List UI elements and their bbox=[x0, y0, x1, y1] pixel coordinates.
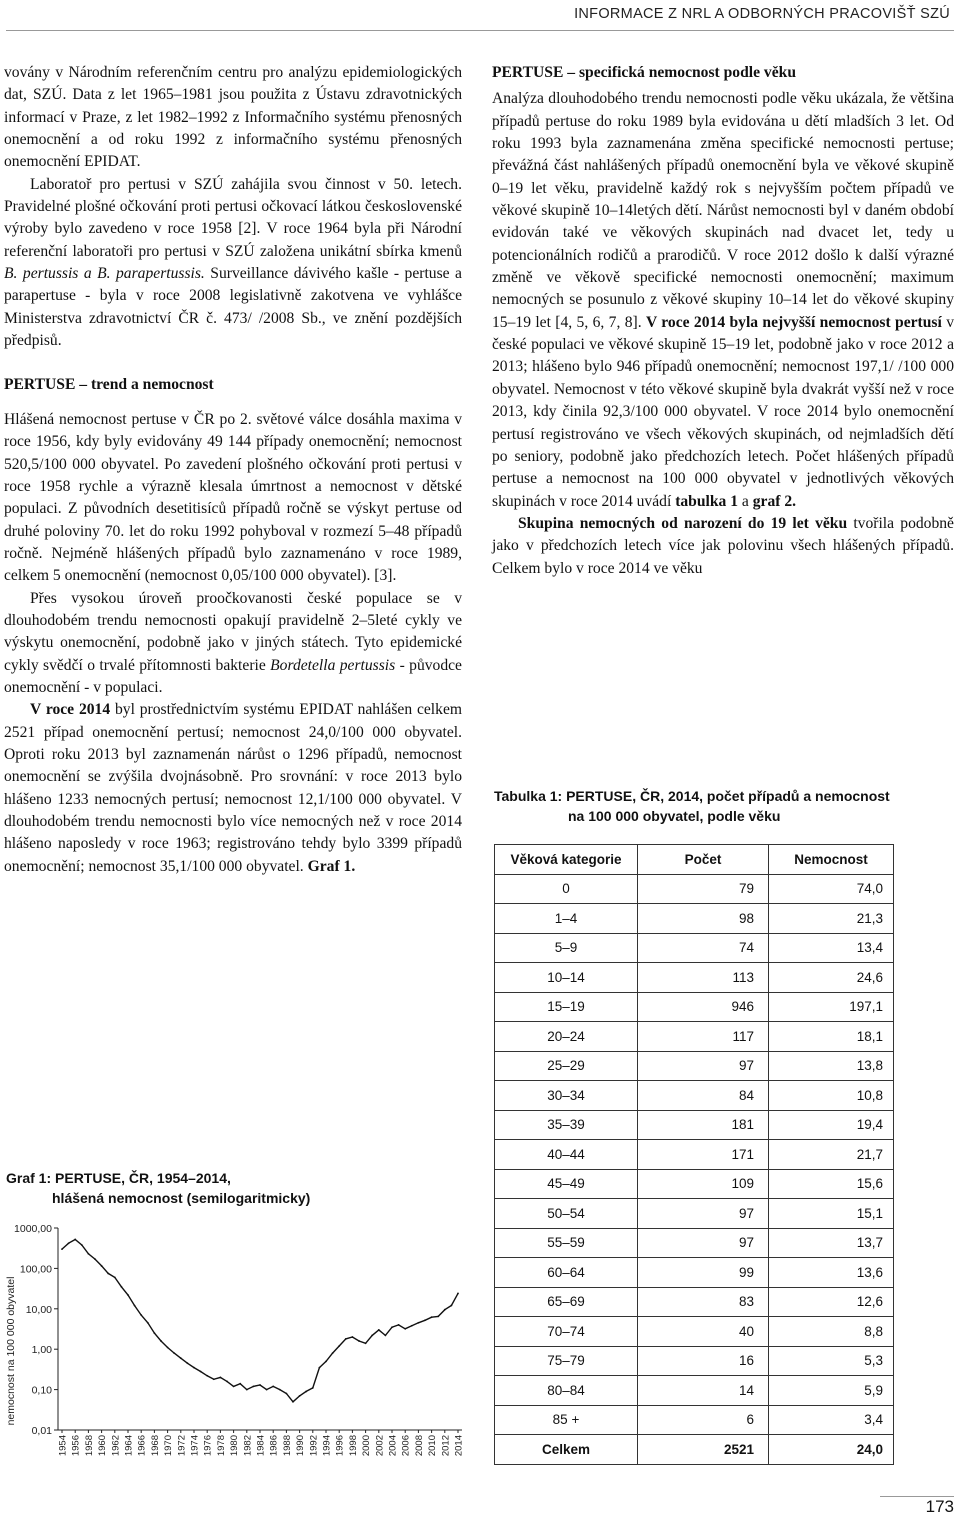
x-tick-label: 1982 bbox=[242, 1435, 254, 1457]
age-cell: 25–29 bbox=[495, 1051, 638, 1081]
data-point bbox=[114, 1276, 116, 1278]
count-cell: 40 bbox=[638, 1317, 769, 1347]
count-cell: 97 bbox=[638, 1199, 769, 1229]
data-point bbox=[81, 1244, 83, 1246]
age-cell: 40–44 bbox=[495, 1140, 638, 1170]
page-number: 173 bbox=[925, 1497, 954, 1516]
data-point bbox=[173, 1352, 175, 1354]
age-cell: 30–34 bbox=[495, 1081, 638, 1111]
table-row bbox=[495, 992, 894, 1022]
count-cell: 84 bbox=[638, 1081, 769, 1111]
age-cell: 20–24 bbox=[495, 1022, 638, 1052]
count-cell: 181 bbox=[638, 1110, 769, 1140]
table-total-row bbox=[495, 1435, 894, 1465]
incidence-table bbox=[494, 844, 894, 1465]
data-point bbox=[299, 1395, 301, 1397]
count-cell: 171 bbox=[638, 1140, 769, 1170]
data-point bbox=[121, 1286, 123, 1288]
running-header: INFORMACE Z NRL A ODBORNÝCH PRACOVIŠŤ SZÚ bbox=[574, 6, 950, 22]
incidence-chart bbox=[0, 1212, 470, 1502]
table-row bbox=[495, 1287, 894, 1317]
y-tick-label: 100,00 bbox=[19, 1263, 52, 1276]
paragraph: vovány v Národním referenčním centru pro analýzu epidemiologických dat, SZÚ. Data z let 1965–1981 jsou použita z Ústavu zdravotnických informací v Praze, z let 1982–1992 z Informačního systému přenosných onemocnění a od roku 1992 z informačního systému přenosných onemocnění EPIDAT. bbox=[4, 64, 462, 171]
data-point bbox=[312, 1387, 314, 1389]
table-row bbox=[495, 1317, 894, 1347]
data-point bbox=[457, 1293, 459, 1295]
count-cell: 98 bbox=[638, 904, 769, 934]
rate-cell: 15,1 bbox=[769, 1199, 894, 1229]
data-point bbox=[385, 1334, 387, 1336]
rate-cell: 24,6 bbox=[769, 963, 894, 993]
table-row bbox=[495, 1051, 894, 1081]
age-cell: 10–14 bbox=[495, 963, 638, 993]
rate-cell: 74,0 bbox=[769, 874, 894, 904]
table-header-row bbox=[495, 845, 894, 875]
x-tick-label: 1994 bbox=[321, 1435, 333, 1457]
x-tick-label: 1956 bbox=[70, 1435, 82, 1457]
table-row bbox=[495, 1140, 894, 1170]
taxon-names: B. pertussis a B. parapertussis. bbox=[4, 265, 205, 283]
y-tick-label: 10,00 bbox=[25, 1303, 52, 1316]
paragraph: V roce 2014 byl prostřednictvím systému EPIDAT nahlášen celkem 2521 případ onemocnění pertusí; nemocnost 24,0/100 000 obyvatel. Oproti roku 2013 byl zaznamenán nárůst o 1296 případů, nemocnost onemocnění se zvýšila dvojnásobně. Pro srovnání: v roce 2013 bylo hlášeno 1233 nemocných pertusí; nemocnost 12,1/100 000 obyvatel. V dlouhodobém trendu nemocnosti bylo více nemocných než v roce 2014 hlášeno naposledy v roce 1963; registrováno tehdy bylo 3399 případů onemocnění; nemocnost 35,1/100 000 obyvatel. Graf 1. bbox=[4, 701, 462, 875]
data-point bbox=[444, 1309, 446, 1311]
data-point bbox=[371, 1334, 373, 1336]
table-row bbox=[495, 904, 894, 934]
age-cell: Celkem bbox=[495, 1435, 638, 1465]
data-point bbox=[398, 1324, 400, 1326]
data-point bbox=[180, 1357, 182, 1359]
count-cell: 74 bbox=[638, 933, 769, 963]
x-tick-label: 1960 bbox=[97, 1435, 109, 1457]
x-tick-label: 2014 bbox=[453, 1435, 465, 1457]
x-tick-label: 1966 bbox=[136, 1435, 148, 1457]
data-point bbox=[226, 1380, 228, 1382]
age-cell: 60–64 bbox=[495, 1258, 638, 1288]
table-row bbox=[495, 1346, 894, 1376]
table-caption: Tabulka 1: PERTUSE, ČR, 2014, počet případů a nemocnost na 100 000 obyvatel, podle věku bbox=[494, 788, 890, 824]
table-row bbox=[495, 963, 894, 993]
table-row bbox=[495, 1199, 894, 1229]
count-cell: 946 bbox=[638, 992, 769, 1022]
rate-cell: 10,8 bbox=[769, 1081, 894, 1111]
table-row bbox=[495, 1258, 894, 1288]
data-point bbox=[345, 1338, 347, 1340]
count-cell: 79 bbox=[638, 874, 769, 904]
rate-cell: 12,6 bbox=[769, 1287, 894, 1317]
data-point bbox=[220, 1377, 222, 1379]
age-cell: 45–49 bbox=[495, 1169, 638, 1199]
data-point bbox=[246, 1389, 248, 1391]
count-cell: 2521 bbox=[638, 1435, 769, 1465]
x-tick-label: 1964 bbox=[123, 1435, 135, 1457]
data-point bbox=[200, 1371, 202, 1373]
rate-cell: 15,6 bbox=[769, 1169, 894, 1199]
section-heading: PERTUSE – specifická nemocnost podle věku bbox=[492, 64, 796, 81]
x-tick-label: 2006 bbox=[400, 1435, 412, 1457]
age-cell: 85 + bbox=[495, 1405, 638, 1435]
data-point bbox=[418, 1322, 420, 1324]
data-point bbox=[431, 1316, 433, 1318]
age-cell: 0 bbox=[495, 874, 638, 904]
rate-cell: 13,7 bbox=[769, 1228, 894, 1258]
rate-cell: 21,3 bbox=[769, 904, 894, 934]
count-cell: 16 bbox=[638, 1346, 769, 1376]
rate-cell: 21,7 bbox=[769, 1140, 894, 1170]
data-point bbox=[147, 1322, 149, 1324]
x-tick-label: 2000 bbox=[361, 1435, 373, 1457]
data-point bbox=[279, 1389, 281, 1391]
x-tick-label: 1974 bbox=[189, 1435, 201, 1457]
count-cell: 97 bbox=[638, 1051, 769, 1081]
data-point bbox=[94, 1258, 96, 1260]
x-tick-label: 1984 bbox=[255, 1435, 267, 1457]
data-point bbox=[259, 1384, 261, 1386]
data-point bbox=[325, 1360, 327, 1362]
data-point bbox=[88, 1253, 90, 1255]
data-point bbox=[272, 1386, 274, 1388]
data-point bbox=[167, 1347, 169, 1349]
rate-cell: 3,4 bbox=[769, 1405, 894, 1435]
age-cell: 50–54 bbox=[495, 1199, 638, 1229]
data-point bbox=[187, 1362, 189, 1364]
chart-caption: Graf 1: PERTUSE, ČR, 1954–2014, hlášená nemocnost (semilogaritmicky) bbox=[6, 1170, 311, 1206]
rate-cell: 197,1 bbox=[769, 992, 894, 1022]
data-point bbox=[206, 1375, 208, 1377]
data-point bbox=[193, 1367, 195, 1369]
y-axis-label: nemocnost na 100 000 obyvatel bbox=[5, 1276, 17, 1426]
data-point bbox=[74, 1239, 76, 1241]
table-row bbox=[495, 1405, 894, 1435]
y-tick-label: 0,01 bbox=[31, 1425, 52, 1437]
rate-cell: 13,6 bbox=[769, 1258, 894, 1288]
rate-cell: 24,0 bbox=[769, 1435, 894, 1465]
data-point bbox=[239, 1383, 241, 1385]
x-tick-label: 1998 bbox=[347, 1435, 359, 1457]
age-cell: 80–84 bbox=[495, 1376, 638, 1406]
count-cell: 97 bbox=[638, 1228, 769, 1258]
data-point bbox=[266, 1389, 268, 1391]
data-point bbox=[365, 1342, 367, 1344]
data-point bbox=[451, 1305, 453, 1307]
x-tick-label: 1954 bbox=[57, 1435, 69, 1457]
x-tick-label: 1976 bbox=[202, 1435, 214, 1457]
y-tick-label: 1,00 bbox=[31, 1344, 52, 1357]
x-tick-label: 2008 bbox=[413, 1435, 425, 1457]
data-point bbox=[332, 1352, 334, 1354]
paragraph: Laboratoř pro pertusi v SZÚ zahájila svou činnost v 50. letech. Pravidelné plošné očkování proti pertusi očkovací látkou československé výroby bylo zavedeno v roce 1958 [2]. V roce 1964 byla při Národní referenční laboratoři pro pertusi v SZÚ založena unikátní sbírka kmenů B. pertussis a B. parapertussis. Surveillance dávivého kašle - pertuse a parapertuse - byla v roce 2008 legislativně zakotvena ve vyhlášce Ministerstva zdravotnictví ČR č. 473/ /2008 Sb., ve znění pozdějších předpisů. bbox=[4, 175, 462, 350]
x-tick-label: 2010 bbox=[427, 1435, 439, 1457]
x-tick-label: 2012 bbox=[440, 1435, 452, 1457]
header-rule bbox=[6, 30, 954, 31]
data-point bbox=[305, 1391, 307, 1393]
data-point bbox=[319, 1367, 321, 1369]
table-row bbox=[495, 1022, 894, 1052]
age-cell: 65–69 bbox=[495, 1287, 638, 1317]
data-point bbox=[101, 1265, 103, 1267]
x-tick-label: 1996 bbox=[334, 1435, 346, 1457]
table-row bbox=[495, 1081, 894, 1111]
paragraph: Hlášená nemocnost pertuse v ČR po 2. světové válce dosáhla maxima v roce 1956, kdy byly evidovány 49 144 případy onemocnění; nemocnost 520,5/100 000 obyvatel. Po zavedení plošného očkování proti pertusi v roce 1958 rychle a výrazně klesala úmrtnost a nemocnost v dětské populaci. Z původních desetitisíců případů ročně se výskyt pertuse od druhé poloviny 70. let do roku 1992 pohyboval v rozmezí 5–48 případů ročně. Nejméně hlášených případů bylo zaznamenáno v roce 1989, celkem 5 onemocnění (nemocnost 0,05/100 000 obyvatel). [3]. bbox=[4, 410, 462, 585]
x-tick-label: 1972 bbox=[176, 1435, 188, 1457]
right-column bbox=[492, 62, 954, 580]
rate-cell: 5,3 bbox=[769, 1346, 894, 1376]
data-point bbox=[437, 1315, 439, 1317]
chart-reference: Graf 1. bbox=[307, 857, 356, 875]
column-header: Počet bbox=[638, 845, 769, 875]
data-point bbox=[338, 1345, 340, 1347]
table-row bbox=[495, 1110, 894, 1140]
x-tick-label: 1980 bbox=[229, 1435, 241, 1457]
x-tick-label: 1970 bbox=[163, 1435, 175, 1457]
paragraph: Přes vysokou úroveň proočkovanosti české populace se v dlouhodobém trendu nemocnosti opakují pravidelně 2–5leté cykly ve výskytu onemocnění, podobně jako v jiných státech. Tyto epidemické cykly svědčí o trvalé přítomnosti bakterie Bordetella pertussis - původce onemocnění - v populaci. bbox=[4, 589, 462, 696]
x-tick-label: 2004 bbox=[387, 1435, 399, 1457]
age-cell: 5–9 bbox=[495, 933, 638, 963]
y-tick-label: 1000,00 bbox=[14, 1223, 52, 1235]
data-point bbox=[140, 1314, 142, 1316]
x-tick-label: 1978 bbox=[215, 1435, 227, 1457]
table-row bbox=[495, 1169, 894, 1199]
x-tick-label: 1968 bbox=[149, 1435, 161, 1457]
data-point bbox=[404, 1328, 406, 1330]
data-point bbox=[391, 1326, 393, 1328]
count-cell: 99 bbox=[638, 1258, 769, 1288]
column-header: Nemocnost bbox=[769, 845, 894, 875]
rate-cell: 5,9 bbox=[769, 1376, 894, 1406]
data-point bbox=[134, 1305, 136, 1307]
table-row bbox=[495, 933, 894, 963]
count-cell: 113 bbox=[638, 963, 769, 993]
age-cell: 35–39 bbox=[495, 1110, 638, 1140]
data-point bbox=[424, 1319, 426, 1321]
data-point bbox=[127, 1294, 129, 1296]
count-cell: 117 bbox=[638, 1022, 769, 1052]
data-point bbox=[411, 1325, 413, 1327]
x-tick-label: 2002 bbox=[374, 1435, 386, 1457]
table-row bbox=[495, 1228, 894, 1258]
count-cell: 109 bbox=[638, 1169, 769, 1199]
table-row bbox=[495, 1376, 894, 1406]
rate-cell: 19,4 bbox=[769, 1110, 894, 1140]
data-point bbox=[233, 1386, 235, 1388]
age-cell: 1–4 bbox=[495, 904, 638, 934]
x-tick-label: 1992 bbox=[308, 1435, 320, 1457]
incidence-series-line bbox=[62, 1240, 458, 1402]
age-cell: 70–74 bbox=[495, 1317, 638, 1347]
data-point bbox=[378, 1329, 380, 1331]
data-point bbox=[286, 1393, 288, 1395]
data-point bbox=[213, 1378, 215, 1380]
age-cell: 75–79 bbox=[495, 1346, 638, 1376]
count-cell: 14 bbox=[638, 1376, 769, 1406]
x-tick-label: 1958 bbox=[83, 1435, 95, 1457]
data-point bbox=[358, 1340, 360, 1342]
x-tick-label: 1986 bbox=[268, 1435, 280, 1457]
data-point bbox=[253, 1386, 255, 1388]
y-tick-label: 0,10 bbox=[31, 1384, 52, 1397]
rate-cell: 13,8 bbox=[769, 1051, 894, 1081]
paragraph: Skupina nemocných od narození do 19 let věku tvořila podobně jako v předchozích letech více jak polovinu všech hlášených případů. Celkem bylo v roce 2014 ve věku bbox=[492, 514, 954, 577]
age-cell: 55–59 bbox=[495, 1228, 638, 1258]
rate-cell: 8,8 bbox=[769, 1317, 894, 1347]
rate-cell: 18,1 bbox=[769, 1022, 894, 1052]
count-cell: 6 bbox=[638, 1405, 769, 1435]
taxon-name: Bordetella pertussis bbox=[270, 656, 396, 674]
age-cell: 15–19 bbox=[495, 992, 638, 1022]
data-point bbox=[292, 1401, 294, 1403]
data-point bbox=[61, 1248, 63, 1250]
table-row bbox=[495, 874, 894, 904]
data-point bbox=[68, 1242, 70, 1244]
x-tick-label: 1990 bbox=[295, 1435, 307, 1457]
column-header: Věková kategorie bbox=[495, 845, 638, 875]
x-tick-label: 1988 bbox=[281, 1435, 293, 1457]
paragraph: Analýza dlouhodobého trendu nemocnosti podle věku ukázala, že většina případů pertuse do roku 1989 byla evidována u dětí mladších 3 let. Od roku 1993 byla zaznamenána změna specifické nemocnosti pertuse; převážná část nahlášených případů onemocnění byla ve věkové skupině 0–19 let věku, pravidelně každý rok s nejvyšším počtem případů ve věkové skupině 10–14letých dětí. Nárůst nemocnosti byl v daném období evidován také ve věkových skupinách nad dvacet let, tedy u potencionálních rodičů a prarodičů. V roce 2012 došlo k další výrazné změně ve věkově specifické nemocnosti onemocnění; maximum nemocných se posunulo z věkové skupiny 10–14 let do věkové skupiny 15–19 let [4, 5, 6, 7, 8]. V roce 2014 byla nejvyšší nemocnost pertusí v české populaci ve věkové skupině 15–19 let, podobně jako v roce 2012 a 2013; hlášeno bylo 946 případů onemocnění; nemocnost 197,1/ /100 000 obyvatel. Nemocnost v této věkové skupině byla dvakrát vyšší než v roce 2013, kdy činila 92,3/100 000 obyvatel. V roce 2014 bylo onemocnění pertusí registrováno ve všech věkových skupinách, od nejmladších dětí po seniory, podobně jako předchozích letech. Počet hlášených případů pertuse a nemocnost na 100 000 obyvatel v jednotlivých věkových skupinách v roce 2014 uvádí tabulka 1 a graf 2. bbox=[492, 90, 954, 510]
rate-cell: 13,4 bbox=[769, 933, 894, 963]
data-point bbox=[107, 1273, 109, 1275]
section-heading: PERTUSE – trend a nemocnost bbox=[4, 376, 214, 394]
data-point bbox=[160, 1340, 162, 1342]
data-point bbox=[154, 1332, 156, 1334]
x-tick-label: 1962 bbox=[110, 1435, 122, 1457]
left-column bbox=[4, 62, 462, 878]
count-cell: 83 bbox=[638, 1287, 769, 1317]
data-point bbox=[352, 1336, 354, 1338]
